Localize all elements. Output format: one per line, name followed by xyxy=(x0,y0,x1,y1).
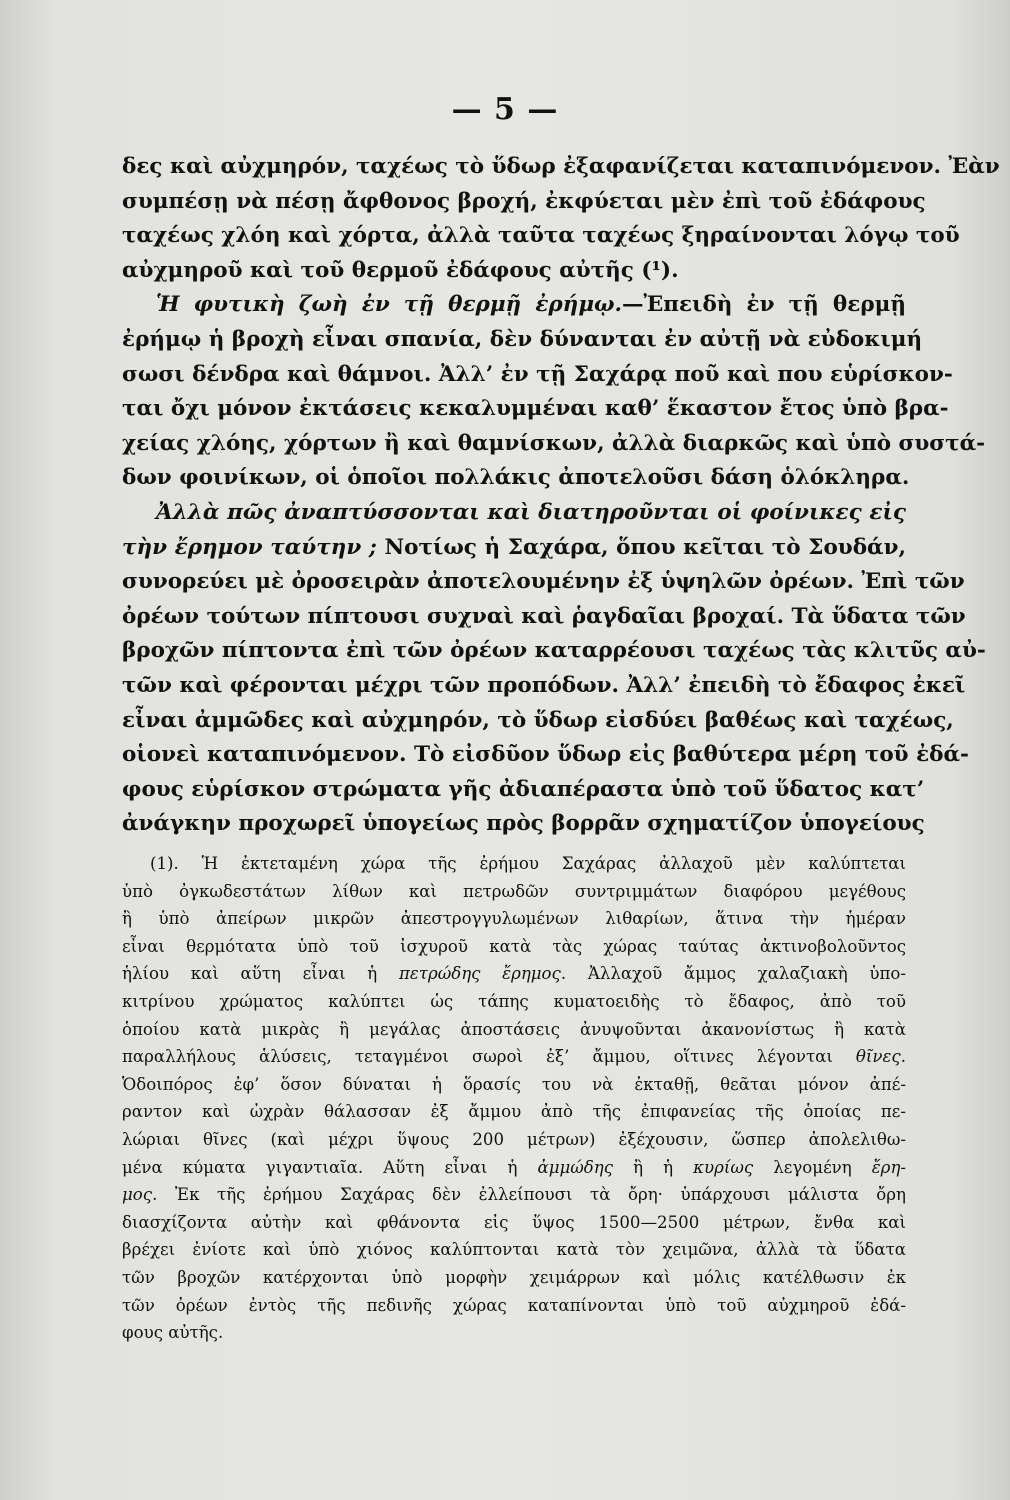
footnote-line: διασχίζοντα αὐτὴν καὶ φθάνοντα εἰς ὕψος 1500—2500 μέτρων, ἔνθα καὶ xyxy=(122,1212,906,1232)
text-line: συμπέσῃ νὰ πέσῃ ἄφθονος βροχή, ἐκφύεται μὲν ἐπὶ τοῦ ἐδάφους xyxy=(122,188,926,214)
footnote-line: τῶν βροχῶν κατέρχονται ὑπὸ μορφὴν χειμάρρων καὶ μόλις κατέλθωσιν ἐκ xyxy=(122,1267,906,1287)
footnote-line: ἢ ὑπὸ ἀπείρων μικρῶν ἀπεστρογγυλωμένων λιθαρίων, ἅτινα τὴν ἡμέραν xyxy=(122,909,906,929)
section-heading-line xyxy=(122,496,906,531)
footnote xyxy=(122,850,906,1347)
footnote-line: λώριαι θῖνες (καὶ μέχρι ὕψους 200 μέτρων) ἐξέχουσιν, ὥσπερ ἀπολελιθω- xyxy=(122,1129,906,1149)
text-line: φους εὑρίσκον στρώματα γῆς ἀδιαπέραστα ὑπὸ τοῦ ὕδατος κατ’ xyxy=(122,776,925,802)
footnote-line: παραλλήλους ἁλύσεις, τεταγμένοι σωροὶ ἐξ’ ἄμμου, οἵτινες λέγονται θῖνες. xyxy=(122,1047,906,1067)
text-line: ἀνάγκην προχωρεῖ ὑπογείως πρὸς βορρᾶν σχηματίζον ὑπογείους xyxy=(122,811,925,837)
page-number: — 5 — xyxy=(451,92,559,127)
footnote-line: κιτρίνου χρώματος καλύπτει ὡς τάπης κυματοειδὴς τὸ ἔδαφος, ἀπὸ τοῦ xyxy=(122,991,906,1011)
text-line: ται ὄχι μόνον ἐκτάσεις κεκαλυμμέναι καθ’ ἕκαστον ἔτος ὑπὸ βρα- xyxy=(122,396,949,422)
text-line: σωσι δένδρα καὶ θάμνοι. Ἀλλ’ ἐν τῇ Σαχάρᾳ ποῦ καὶ που εὑρίσκον- xyxy=(122,361,953,387)
text-line: ὀρέων τούτων πίπτουσι συχναὶ καὶ ῥαγδαῖαι βροχαί. Τὰ ὕδατα τῶν xyxy=(122,603,966,629)
footnote-line: ὁποίου κατὰ μικρὰς ἢ μεγάλας ἀποστάσεις ἀνυψοῦνται ἀκανονίστως ἢ κατὰ xyxy=(122,1019,906,1039)
main-text xyxy=(122,150,1000,842)
text-line: βροχῶν πίπτοντα ἐπὶ τῶν ὀρέων καταρρέουσι ταχέως τὰς κλιτῦς αὐ- xyxy=(122,638,986,664)
text-line: οἱονεὶ καταπινόμενον. Τὸ εἰσδῦον ὕδωρ εἰς βαθύτερα μέρη τοῦ ἐδά- xyxy=(122,742,969,768)
text-line: τῶν καὶ φέρονται μέχρι τῶν προπόδων. Ἀλλ’ ἐπειδὴ τὸ ἔδαφος ἐκεῖ xyxy=(122,672,966,698)
text-line: τὴν ἔρημον ταύτην ; Νοτίως ἡ Σαχάρα, ὅπου κεῖται τὸ Σουδάν, xyxy=(122,534,906,560)
text-line: αὐχμηροῦ καὶ τοῦ θερμοῦ ἐδάφους αὐτῆς (¹). xyxy=(122,257,679,283)
footnote-line: εἶναι θερμότατα ὑπὸ τοῦ ἰσχυροῦ κατὰ τὰς χώρας ταύτας ἀκτινοβολοῦντος xyxy=(122,936,906,956)
footnote-line: ραντον καὶ ὠχρὰν θάλασσαν ἐξ ἄμμου ἀπὸ τῆς ἐπιφανείας τῆς ὁποίας πε- xyxy=(122,1102,906,1122)
footnote-line: (1). Ἡ ἐκτεταμένη χώρα τῆς ἐρήμου Σαχάρας ἀλλαχοῦ μὲν καλύπτεται xyxy=(150,854,906,873)
text-line: δες καὶ αὐχμηρόν, ταχέως τὸ ὕδωρ ἐξαφανίζεται καταπινόμενον. Ἐὰν xyxy=(122,154,1000,179)
text-line: ἐρήμῳ ἡ βροχὴ εἶναι σπανία, δὲν δύνανται ἐν αὐτῇ νὰ εὐδοκιμή xyxy=(122,326,923,352)
footnote-line: βρέχει ἐνίοτε καὶ ὑπὸ χιόνος καλύπτονται κατὰ τὸν χειμῶνα, ἀλλὰ τὰ ὕδατα xyxy=(122,1240,906,1260)
footnote-line: τῶν ὀρέων ἐντὸς τῆς πεδινῆς χώρας καταπίνονται ὑπὸ τοῦ αὐχμηροῦ ἐδά- xyxy=(122,1295,906,1315)
footnote-line: ὑπὸ ὀγκωδεστάτων λίθων καὶ πετρωδῶν συντριμμάτων διαφόρου μεγέθους xyxy=(122,881,906,901)
footnote-line: μος. Ἐκ τῆς ἐρήμου Σαχάρας δὲν ἐλλείπουσι τὰ ὄρη· ὑπάρχουσι μάλιστα ὄρη xyxy=(122,1185,906,1205)
text-line: ταχέως χλόη καὶ χόρτα, ἀλλὰ ταῦτα ταχέως ξηραίνονται λόγῳ τοῦ xyxy=(122,223,960,249)
inline-heading: Ἡ φυτικὴ ζωὴ ἐν τῇ θερμῇ ἐρήμῳ. xyxy=(156,292,623,318)
text-line: εἶναι ἀμμῶδες καὶ αὐχμηρόν, τὸ ὕδωρ εἰσδύει βαθέως καὶ ταχέως, xyxy=(122,707,954,733)
text-line: συνορεύει μὲ ὀροσειρὰν ἀποτελουμένην ἐξ ὑψηλῶν ὀρέων. Ἐπὶ τῶν xyxy=(122,569,965,595)
footnote-line: φους αὐτῆς. xyxy=(122,1323,224,1343)
text-line: χείας χλόης, χόρτων ἢ καὶ θαμνίσκων, ἀλλὰ διαρκῶς καὶ ὑπὸ συστά- xyxy=(122,430,986,456)
section-heading-line: Ἡ φυτικὴ ζωὴ ἐν τῇ θερμῇ ἐρήμῳ.—Ἐπειδὴ ἐν τῇ θερμῇ xyxy=(156,292,906,318)
text-line: δων φοινίκων, οἱ ὁποῖοι πολλάκις ἀποτελοῦσι δάση ὁλόκληρα. xyxy=(122,465,910,491)
inline-heading: τὴν ἔρημον ταύτην ; xyxy=(122,534,377,560)
footnote-line: μένα κύματα γιγαντιαῖα. Αὕτη εἶναι ἡ ἀμμώδης ἢ ἡ κυρίως λεγομένη ἔρη- xyxy=(122,1157,906,1177)
footnote-line: ἡλίου καὶ αὕτη εἶναι ἡ πετρώδης ἔρημος. Ἀλλαχοῦ ἄμμος χαλαζιακὴ ὑπο- xyxy=(122,964,906,984)
footnote-line: Ὁδοιπόρος ἐφ’ ὅσον δύναται ἡ ὅρασίς του νὰ ἐκταθῇ, θεᾶται μόνον ἀπέ- xyxy=(122,1074,906,1094)
inline-heading: Ἀλλὰ πῶς ἀναπτύσσονται καὶ διατηροῦνται οἱ φοίνικες εἰς xyxy=(156,499,906,525)
